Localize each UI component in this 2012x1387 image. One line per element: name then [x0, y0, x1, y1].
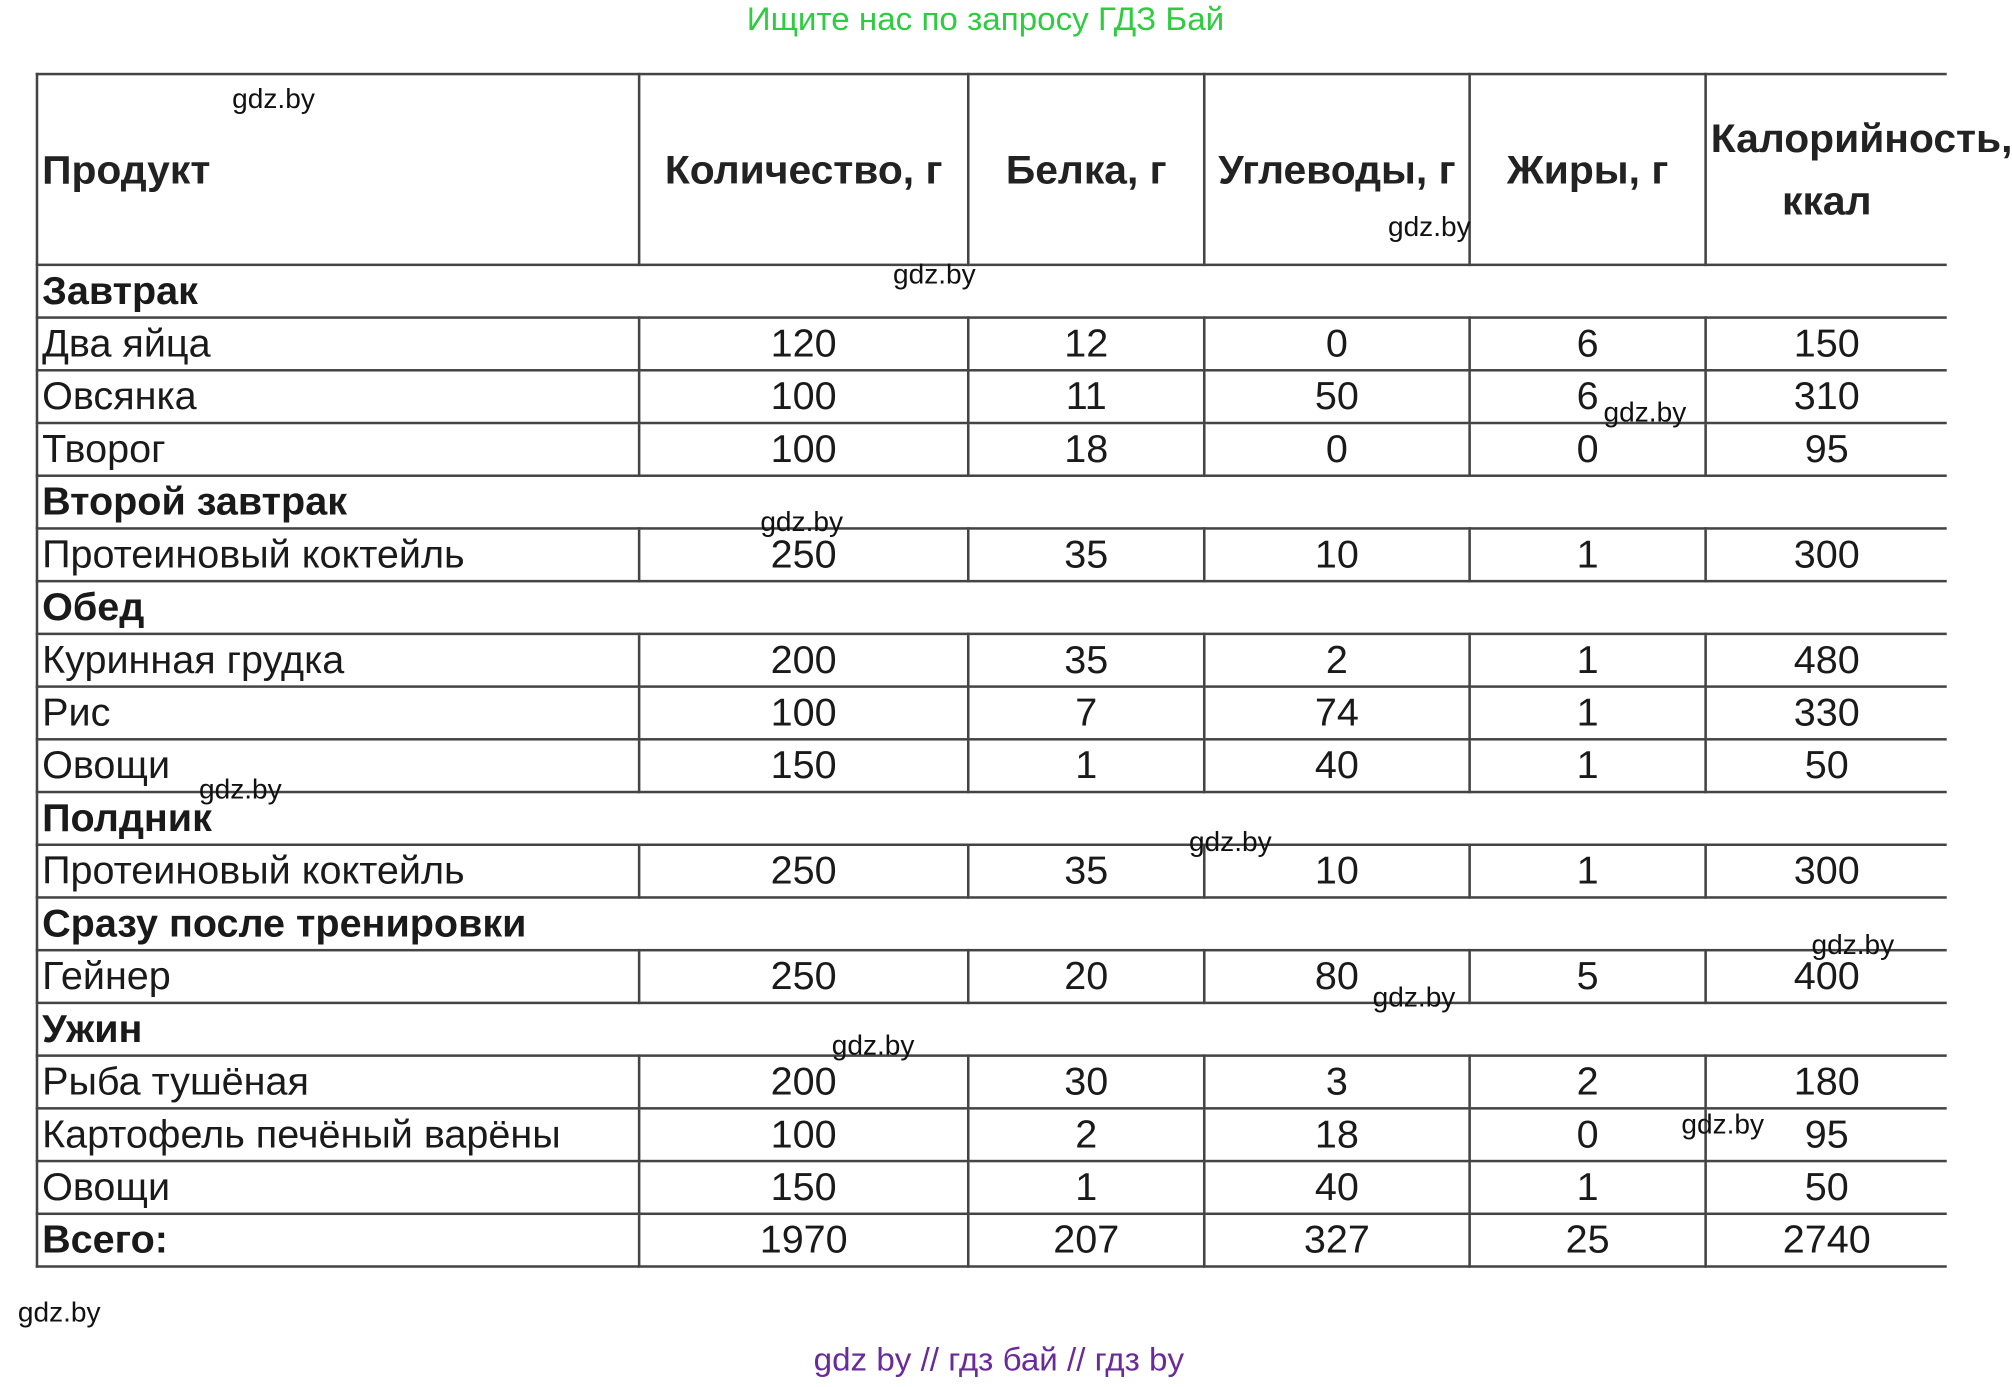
watermark: gdz.by	[831, 1029, 915, 1061]
section-title: Завтрак	[37, 265, 1947, 318]
watermark: gdz.by	[1681, 1108, 1765, 1140]
table-row	[37, 318, 1947, 371]
product-name-cell: Два яйца	[37, 318, 639, 371]
carbs-cell: 10	[1204, 845, 1469, 898]
protein-cell: 1	[968, 739, 1204, 792]
carbs-cell: 50	[1204, 370, 1469, 423]
total-cell: 25	[1470, 1214, 1706, 1267]
header-product: Продукт	[37, 74, 639, 265]
calories-cell: 95	[1706, 423, 1947, 476]
calories-cell: 300	[1706, 528, 1947, 581]
calories-cell: 400	[1706, 950, 1947, 1003]
fat-cell: 6	[1470, 370, 1706, 423]
search-banner: Ищите нас по запросу ГДЗ Бай	[746, 0, 1225, 38]
fat-cell: 0	[1470, 1108, 1706, 1161]
carbs-cell: 40	[1204, 1161, 1469, 1214]
fat-cell: 1	[1470, 845, 1706, 898]
section-row	[37, 476, 1947, 529]
protein-cell: 20	[968, 950, 1204, 1003]
fat-cell: 2	[1470, 1056, 1706, 1109]
quantity-cell: 100	[639, 423, 968, 476]
header-fat: Жиры, г	[1470, 74, 1706, 265]
carbs-cell: 10	[1204, 528, 1469, 581]
quantity-cell: 250	[639, 950, 968, 1003]
watermark: gdz.by	[1387, 210, 1471, 243]
product-name-cell: Протеиновый коктейль	[37, 528, 639, 581]
nutrition-table	[36, 73, 2012, 1268]
calories-cell: 180	[1706, 1056, 1947, 1109]
fat-cell: 1	[1470, 739, 1706, 792]
section-row	[37, 1003, 1947, 1056]
table-row	[37, 528, 1947, 581]
protein-cell: 11	[968, 370, 1204, 423]
table-row	[37, 1161, 1947, 1214]
protein-cell: 18	[968, 423, 1204, 476]
section-row	[37, 581, 1947, 634]
quantity-cell: 250	[639, 528, 968, 581]
section-title: Ужин	[37, 1003, 1947, 1056]
table-row	[37, 634, 1947, 687]
section-title: Второй завтрак	[37, 476, 1947, 529]
fat-cell: 1	[1470, 634, 1706, 687]
fat-cell: 1	[1470, 1161, 1706, 1214]
section-title: Обед	[37, 581, 1947, 634]
product-name-cell: Овсянка	[37, 370, 639, 423]
quantity-cell: 100	[639, 370, 968, 423]
product-name-cell: Картофель печёный варёны	[37, 1108, 639, 1161]
carbs-cell: 40	[1204, 739, 1469, 792]
fat-cell: 5	[1470, 950, 1706, 1003]
product-name-cell: Гейнер	[37, 950, 639, 1003]
watermark: gdz.by	[232, 82, 315, 115]
calories-cell: 50	[1706, 739, 1947, 792]
calories-cell: 330	[1706, 687, 1947, 740]
product-name-cell: Рис	[37, 687, 639, 740]
quantity-cell: 200	[639, 634, 968, 687]
watermark: gdz.by	[199, 773, 282, 805]
header-protein: Белка, г	[968, 74, 1204, 265]
section-row	[37, 897, 1947, 950]
quantity-cell: 200	[639, 1056, 968, 1109]
footer-links: gdz by // гдз бай // гдз by	[813, 1340, 1185, 1379]
table-row	[37, 950, 1947, 1003]
calories-cell: 310	[1706, 370, 1947, 423]
protein-cell: 30	[968, 1056, 1204, 1109]
table-row	[37, 1056, 1947, 1109]
quantity-cell: 100	[639, 1108, 968, 1161]
section-row	[37, 792, 1947, 845]
total-cell: 207	[968, 1214, 1204, 1267]
carbs-cell: 2	[1204, 634, 1469, 687]
protein-cell: 1	[968, 1161, 1204, 1214]
header-carbs: Углеводы, г	[1204, 74, 1469, 265]
carbs-cell: 3	[1204, 1056, 1469, 1109]
fat-cell: 0	[1470, 423, 1706, 476]
total-cell: 327	[1204, 1214, 1469, 1267]
watermark: gdz.by	[1372, 981, 1456, 1013]
product-name-cell: Овощи	[37, 1161, 639, 1214]
table-row	[37, 687, 1947, 740]
table-row	[37, 1108, 1947, 1161]
product-name-cell: Овощи	[37, 739, 639, 792]
total-cell: 2740	[1706, 1214, 1947, 1267]
section-row	[37, 265, 1947, 318]
calories-cell: 300	[1706, 845, 1947, 898]
watermark: gdz.by	[760, 505, 844, 538]
calories-cell: 95	[1706, 1108, 1947, 1161]
carbs-cell: 18	[1204, 1108, 1469, 1161]
table-row	[37, 739, 1947, 792]
protein-cell: 2	[968, 1108, 1204, 1161]
quantity-cell: 100	[639, 687, 968, 740]
quantity-cell: 150	[639, 1161, 968, 1214]
fat-cell: 1	[1470, 687, 1706, 740]
calories-cell: 480	[1706, 634, 1947, 687]
total-row	[37, 1214, 1947, 1267]
product-name-cell: Творог	[37, 423, 639, 476]
watermark: gdz.by	[1811, 928, 1895, 961]
carbs-cell: 0	[1204, 423, 1469, 476]
protein-cell: 35	[968, 528, 1204, 581]
protein-cell: 35	[968, 845, 1204, 898]
carbs-cell: 0	[1204, 318, 1469, 371]
table-row	[37, 423, 1947, 476]
fat-cell: 6	[1470, 318, 1706, 371]
fat-cell: 1	[1470, 528, 1706, 581]
carbs-cell: 80	[1204, 950, 1469, 1003]
watermark: gdz.by	[1603, 396, 1687, 429]
protein-cell: 35	[968, 634, 1204, 687]
protein-cell: 7	[968, 687, 1204, 740]
table-row	[37, 845, 1947, 898]
header-row	[37, 74, 1947, 265]
protein-cell: 12	[968, 318, 1204, 371]
product-name-cell: Рыба тушёная	[37, 1056, 639, 1109]
watermark: gdz.by	[17, 1296, 101, 1329]
total-cell: Всего:	[37, 1214, 639, 1267]
section-title: Полдник	[37, 792, 1947, 845]
header-quantity: Количество, г	[639, 74, 968, 265]
section-title: Сразу после тренировки	[37, 897, 1947, 950]
total-cell: 1970	[639, 1214, 968, 1267]
header-calories: Калорийность, ккал	[1706, 74, 1947, 265]
product-name-cell: Куринная грудка	[37, 634, 639, 687]
calories-cell: 150	[1706, 318, 1947, 371]
product-name-cell: Протеиновый коктейль	[37, 845, 639, 898]
watermark: gdz.by	[892, 258, 976, 290]
quantity-cell: 120	[639, 318, 968, 371]
quantity-cell: 150	[639, 739, 968, 792]
quantity-cell: 250	[639, 845, 968, 898]
calories-cell: 50	[1706, 1161, 1947, 1214]
watermark: gdz.by	[1188, 825, 1272, 858]
carbs-cell: 74	[1204, 687, 1469, 740]
